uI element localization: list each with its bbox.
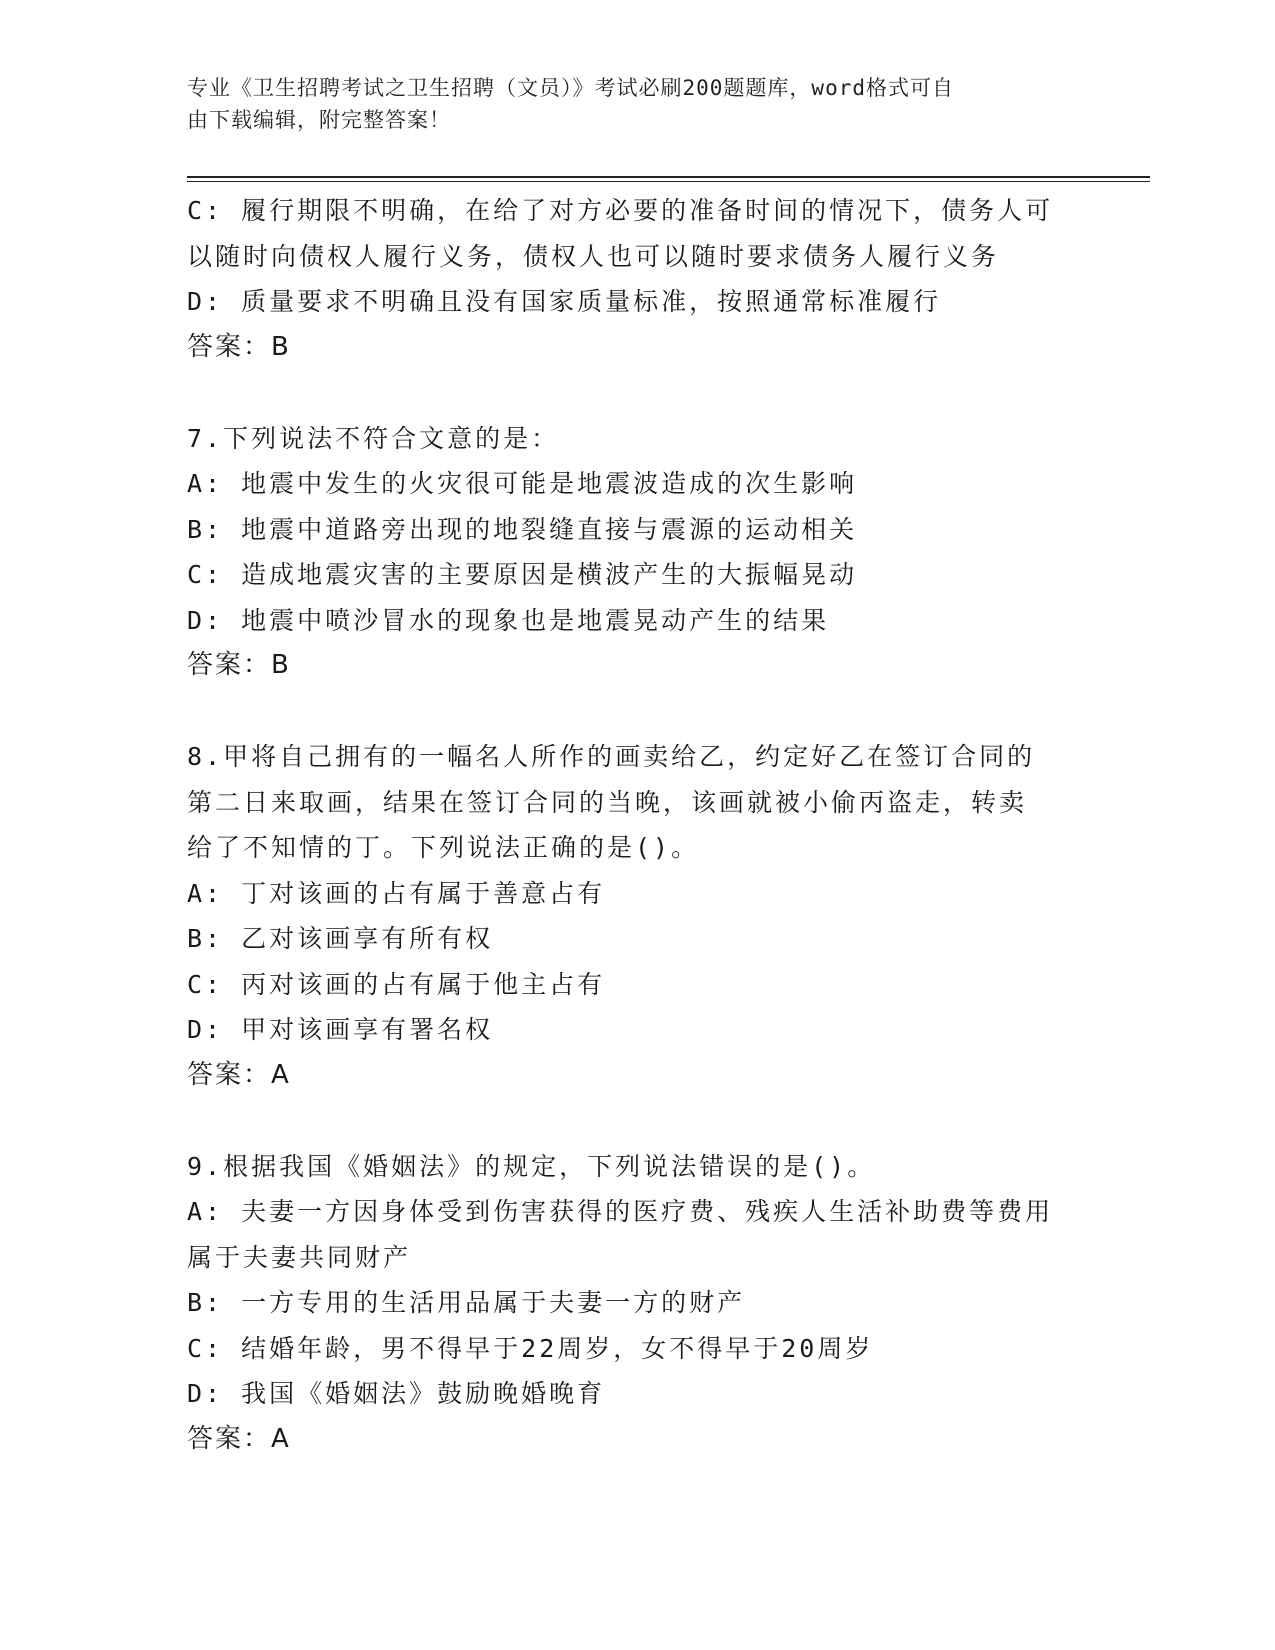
q8-option-b: B: 乙对该画享有所有权 — [187, 924, 494, 953]
q8-stem-line-3: 给了不知情的丁。下列说法正确的是()。 — [187, 833, 700, 862]
q6-option-c-line-1: C: 履行期限不明确，在给了对方必要的准备时间的情况下，债务人可 — [187, 196, 1054, 225]
q7-answer: 答案：B — [187, 650, 291, 680]
q9-option-c: C: 结婚年龄，男不得早于22周岁，女不得早于20周岁 — [187, 1333, 874, 1363]
q8-option-c: C: 丙对该画的占有属于他主占有 — [187, 969, 606, 999]
q6-answer: 答案：B — [187, 331, 291, 362]
q7-stem: 7.下列说法不符合文意的是： — [187, 423, 560, 453]
q8-answer: 答案：A — [187, 1059, 291, 1090]
question-9 — [187, 1144, 1087, 1463]
q9-option-d: D: 我国《婚姻法》鼓励晚婚晚育 — [187, 1379, 606, 1408]
header-title-line-1: 专业《卫生招聘考试之卫生招聘（文员）》考试必刷200题题库，word格式可自 — [187, 76, 954, 100]
question-7 — [187, 416, 1087, 689]
q9-option-a-line-2: 属于夫妻共同财产 — [187, 1242, 412, 1272]
q6-option-d: D: 质量要求不明确且没有国家质量标准，按照通常标准履行 — [187, 287, 942, 316]
header-divider-thick — [187, 176, 1150, 178]
spacer — [187, 1098, 1087, 1144]
q9-option-a-line-1: A: 夫妻一方因身体受到伤害获得的医疗费、残疾人生活补助费等费用 — [187, 1197, 1054, 1226]
question-8 — [187, 734, 1087, 1098]
question-6-tail — [187, 188, 1087, 370]
spacer — [187, 370, 1087, 416]
q8-option-d: D: 甲对该画享有署名权 — [187, 1015, 494, 1044]
q9-answer: 答案：A — [187, 1423, 291, 1454]
q7-option-b: B: 地震中道路旁出现的地裂缝直接与震源的运动相关 — [187, 514, 858, 544]
q6-option-c-line-2: 以随时向债权人履行义务，债权人也可以随时要求债务人履行义务 — [187, 241, 1000, 271]
q7-option-a: A: 地震中发生的火灾很可能是地震波造成的次生影响 — [187, 469, 858, 498]
q9-option-b: B: 一方专用的生活用品属于夫妻一方的财产 — [187, 1288, 746, 1317]
question-content — [187, 188, 1087, 1462]
q8-option-a: A: 丁对该画的占有属于善意占有 — [187, 878, 606, 908]
q8-stem-line-1: 8.甲将自己拥有的一幅名人所作的画卖给乙，约定好乙在签订合同的 — [187, 742, 1036, 771]
header-divider-thin — [187, 181, 1150, 182]
header-title-line-2: 由下载编辑，附完整答案！ — [187, 108, 451, 132]
document-header — [187, 72, 1067, 136]
q7-option-d: D: 地震中喷沙冒水的现象也是地震晃动产生的结果 — [187, 605, 830, 635]
q8-stem-line-2: 第二日来取画，结果在签订合同的当晚，该画就被小偷丙盗走，转卖 — [187, 787, 1028, 817]
spacer — [187, 689, 1087, 735]
q9-stem: 9.根据我国《婚姻法》的规定，下列说法错误的是()。 — [187, 1151, 876, 1181]
q7-option-c: C: 造成地震灾害的主要原因是横波产生的大振幅晃动 — [187, 560, 858, 589]
